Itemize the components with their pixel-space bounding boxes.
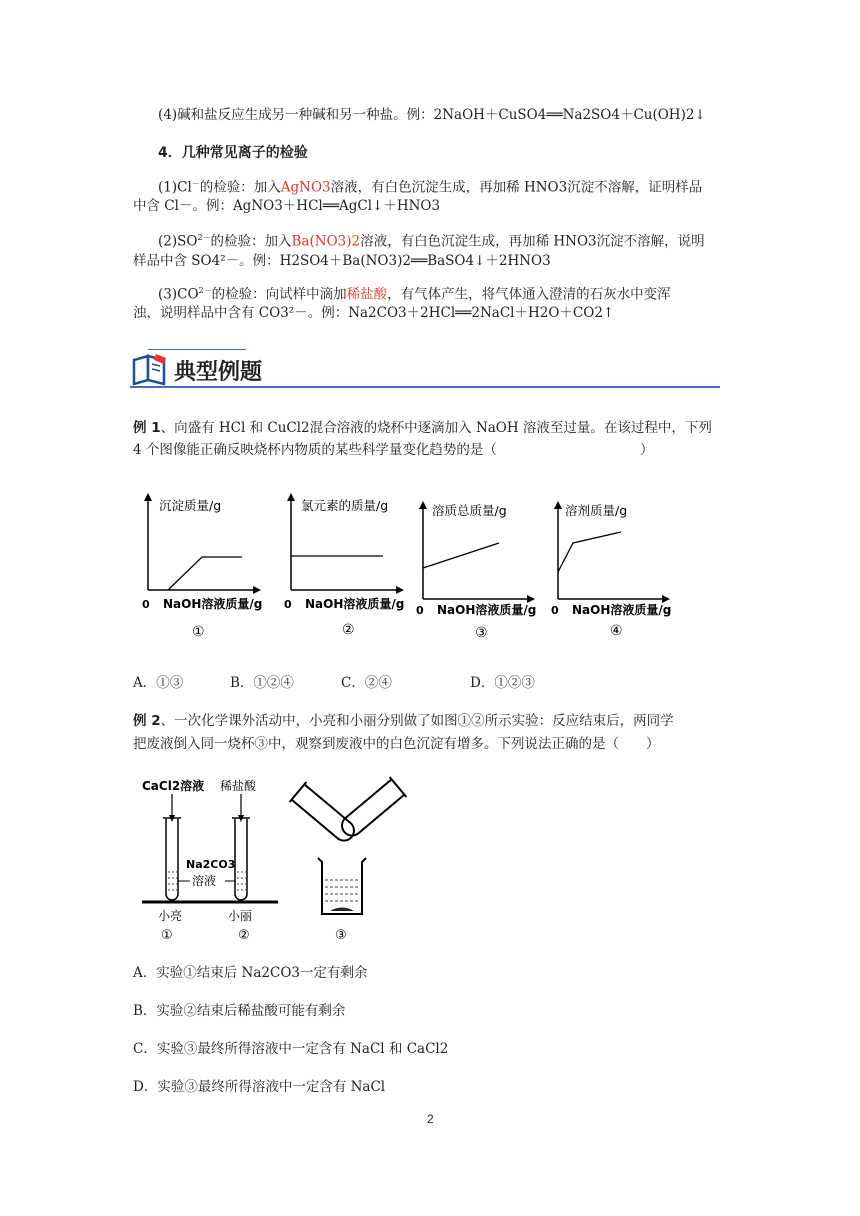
figure-num-3: ③ bbox=[335, 928, 347, 943]
cl-test-mid: 的检验：加入 bbox=[199, 179, 281, 196]
section-title: 典型例题 bbox=[174, 360, 263, 385]
example2-text-1: 、一次化学课外活动中，小亮和小丽分别做了如图①②所示实验：反应结束后，两同学 bbox=[160, 713, 674, 729]
reaction-item-4-text: (4)碱和盐反应生成另一种碱和另一种盐。例：2NaOH＋CuSO4══Na2SO4＋Cu(OH)2↓ bbox=[158, 107, 706, 123]
reaction-item-4 bbox=[158, 106, 706, 124]
example1-option-c: C．②④ bbox=[341, 675, 392, 691]
cl-test-prefix: (1)Cl bbox=[158, 179, 192, 196]
chart-3-ylabel: 溶质总质量/g bbox=[432, 503, 507, 518]
so4-charge: 2－ bbox=[197, 233, 211, 242]
chart-1-ylabel: 沉淀质量/g bbox=[159, 498, 222, 513]
cl-charge: － bbox=[191, 179, 200, 188]
cl-test-rest: 溶液，有白色沉淀生成，再加稀 HNO3沉淀不溶解，证明样品 bbox=[330, 179, 703, 196]
example1-close-paren: ） bbox=[640, 442, 654, 458]
person2-label: 小丽 bbox=[228, 909, 253, 923]
example2-line2: 把废液倒入同一烧杯③中，观察到废液中的白色沉淀有增多。下列说法正确的是（ ） bbox=[133, 736, 660, 752]
example1-option-b: B．①②④ bbox=[230, 675, 294, 691]
example1-line1 bbox=[133, 419, 712, 437]
so4-test-rest: 溶液，有白色沉淀生成，再加稀 HNO3沉淀不溶解，说明 bbox=[360, 233, 705, 250]
chart-1 bbox=[130, 490, 270, 640]
page-number: 2 bbox=[427, 1112, 434, 1126]
example1-label: 例 1 bbox=[133, 420, 161, 436]
cl-test-line2: 中含 Cl－。例：AgNO3＋HCl══AgCl↓＋HNO3 bbox=[133, 198, 441, 214]
example1-option-a: A．①③ bbox=[133, 675, 184, 691]
example2-option-b: B．实验②结束后稀盐酸可能有剩余 bbox=[133, 1003, 346, 1019]
example2-option-a: A．实验①结束后 Na2CO3一定有剩余 bbox=[133, 965, 368, 981]
example2-option-d: D．实验③最终所得溶液中一定含有 NaCl bbox=[133, 1079, 386, 1095]
example1-text-2: 4 个图像能正确反映烧杯内物质的某些科学量变化趋势的是（ bbox=[133, 442, 497, 458]
so4-test-line1 bbox=[158, 229, 705, 251]
section-underline bbox=[130, 386, 720, 388]
co3-test-line1 bbox=[158, 282, 671, 304]
chart-1-origin: 0 bbox=[142, 598, 150, 611]
example2-line1 bbox=[133, 712, 674, 730]
example1-line2 bbox=[133, 441, 497, 459]
figure-num-2: ② bbox=[238, 928, 250, 943]
example1-option-d: D．①②③ bbox=[470, 675, 535, 691]
chart-2-xlabel: NaOH溶液质量/g bbox=[305, 597, 405, 611]
experiment-figure bbox=[130, 772, 440, 947]
solution-label: 溶液 bbox=[192, 874, 217, 888]
cl-reagent: AgNO3 bbox=[280, 179, 331, 196]
so4-test-mid: 的检验：加入 bbox=[210, 233, 292, 250]
chart-3-origin: 0 bbox=[416, 604, 424, 617]
co3-test-mid: 的检验：向试样中滴加 bbox=[211, 286, 347, 303]
chart-4-origin: 0 bbox=[551, 604, 559, 617]
chart-2 bbox=[271, 490, 411, 640]
ion-tests-heading: 4．几种常见离子的检验 bbox=[158, 145, 308, 161]
chart-3 bbox=[402, 494, 547, 646]
chart-4-xlabel: NaOH溶液质量/g bbox=[572, 603, 672, 617]
co3-reagent: 稀盐酸 bbox=[346, 286, 388, 303]
cl-test-line1 bbox=[158, 175, 702, 197]
na2co3-label: Na2CO3 bbox=[186, 858, 236, 871]
co3-charge: 2－ bbox=[198, 286, 212, 295]
chart-3-number: ③ bbox=[475, 625, 488, 641]
chart-1-xlabel: NaOH溶液质量/g bbox=[163, 597, 263, 611]
figure-num-1: ① bbox=[161, 928, 173, 943]
chart-4-ylabel: 溶剂质量/g bbox=[565, 503, 628, 518]
section-top-line bbox=[148, 349, 246, 350]
so4-test-line2: 样品中含 SO4²－。例：H2SO4＋Ba(NO3)2══BaSO4↓＋2HNO3 bbox=[133, 253, 551, 269]
example2-option-c: C．实验③最终所得溶液中一定含有 NaCl 和 CaCl2 bbox=[133, 1041, 449, 1057]
chart-4-number: ④ bbox=[610, 623, 623, 639]
book-icon bbox=[130, 352, 170, 386]
chart-2-ylabel: 氯元素的质量/g bbox=[301, 498, 389, 513]
co3-test-rest: ，有气体产生，将气体通入澄清的石灰水中变浑 bbox=[387, 286, 671, 303]
chart-2-number: ② bbox=[342, 622, 355, 638]
co3-test-prefix: (3)CO bbox=[158, 286, 199, 303]
chart-3-xlabel: NaOH溶液质量/g bbox=[437, 603, 537, 617]
cacl2-label: CaCl2溶液 bbox=[142, 779, 205, 793]
so4-reagent: Ba(NO3)2 bbox=[291, 233, 361, 250]
chart-4 bbox=[538, 494, 683, 646]
so4-test-prefix: (2)SO bbox=[158, 233, 198, 250]
example1-text-1: 、向盛有 HCl 和 CuCl2混合溶液的烧杯中逐滴加入 NaOH 溶液至过量。在该过程中，下列 bbox=[160, 420, 712, 436]
co3-test-line2: 浊，说明样品中含有 CO3²－。例：Na2CO3＋2HCl══2NaCl＋H2O＋CO2↑ bbox=[133, 305, 615, 321]
example2-label: 例 2 bbox=[133, 713, 161, 729]
chart-2-origin: 0 bbox=[284, 598, 292, 611]
chart-1-number: ① bbox=[192, 624, 205, 640]
person1-label: 小亮 bbox=[158, 909, 183, 923]
hcl-label: 稀盐酸 bbox=[220, 779, 257, 793]
